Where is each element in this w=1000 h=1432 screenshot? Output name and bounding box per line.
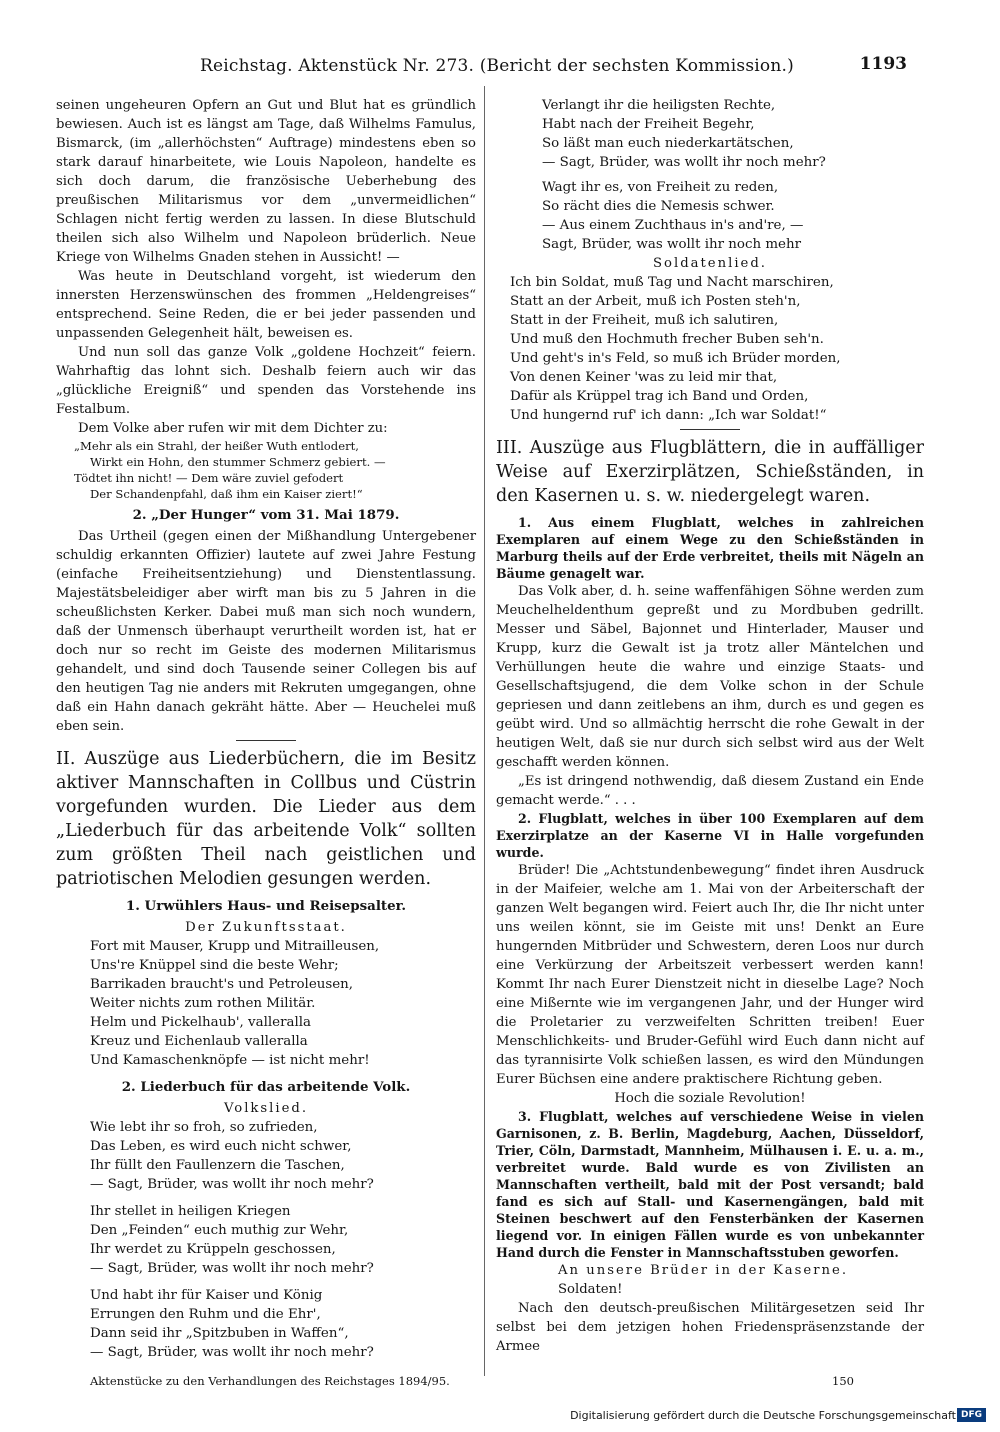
poem-line: — Aus einem Zuchthaus in's and're, — [542, 218, 804, 233]
quote-line: Wirkt ein Hohn, den stummer Schmerz gebiert. — [90, 455, 386, 469]
poem-line: Den „Feinden“ euch muthig zur Wehr, [90, 1223, 349, 1238]
paragraph-3: Und nun soll das ganze Volk „goldene Hochzeit“ feiern. Wahrhaftig das lohnt sich. Deshalb feiern auch wir das „glückliche Ereigniß“ und spenden das Vorstehende ins Festalbum. [56, 345, 476, 417]
flugblatt-3-salutation: An unsere Brüder in der Kaserne. [558, 1263, 849, 1278]
poem-line: Sagt, Brüder, was wollt ihr noch mehr [542, 237, 802, 252]
poem-line: Dann seid ihr „Spitzbuben in Waffen“, [90, 1326, 349, 1341]
page-number: 1193 [859, 54, 907, 74]
poem-title-soldatenlied: Soldatenlied. [653, 256, 767, 271]
separator [680, 429, 740, 430]
flugblatt-2-text: Brüder! Die „Achtstundenbewegung“ findet ihren Ausdruck in der Maifeier, welche am 1. Mai von der Arbeiterschaft der ganzen Welt begangen wird. Feiert auch Ihr, die Ihr nicht unter uns weilen könnt, sie im Geiste mit uns! Denkt an Eure hungernden Mitbrüder und Schwestern, deren Loos nur durch eine Verkürzung der Arbeitszeit verbessert werden kann! Kommt Ihr nach Eurer Dienstzeit nicht in dieselbe Lage? Noch eine Mißernte wie im vergangenen Jahr, und der Hunger wird die Proletarier zu verzweifelten Schritten treiben! Euer Menschlichkeits- und Bruder-Gefühl wird Euch dann nicht auf das tyrannisirte Volk schießen lassen, es wird den Mündungen Eurer Büchsen eine andere praktischere Richtung geben. [496, 863, 924, 1087]
verse-quote [74, 438, 476, 502]
poem-line: Und hungernd ruf' ich dann: „Ich war Soldat!“ [510, 408, 827, 423]
poem-volkslied-continued [542, 96, 924, 254]
poem-soldatenlied [510, 273, 924, 425]
poem-line: Und Kamaschenknöpfe — ist nicht mehr! [90, 1053, 370, 1068]
dfg-logo: DFG [957, 1408, 986, 1422]
poem-title-zukunftsstaat: Der Zukunftsstaat. [185, 920, 347, 935]
poem-line: Wie lebt ihr so froh, so zufrieden, [90, 1120, 318, 1135]
poem-line: — Sagt, Brüder, was wollt ihr noch mehr? [542, 155, 826, 170]
flugblatt-3-text: Nach den deutsch-preußischen Militärgesetzen seid Ihr selbst bei dem jetzigen hohen Friedenspräsenzstande der Armee [496, 1301, 924, 1354]
poem-line: Dafür als Krüppel trag ich Band und Orden, [510, 389, 809, 404]
heading-hunger: 2. „Der Hunger“ vom 31. Mai 1879. [132, 507, 400, 523]
poem-line: Von denen Keiner 'was zu leid mir that, [510, 370, 778, 385]
poem-line: So rächt dies die Nemesis schwer. [542, 199, 775, 214]
poem-line: Das Leben, es wird euch nicht schwer, [90, 1139, 352, 1154]
poem-line: Statt in der Freiheit, muß ich salutiren, [510, 313, 779, 328]
flugblatt-1-quote: „Es ist dringend nothwendig, daß diesem Zustand ein Ende gemacht werde.“ . . . [496, 774, 924, 808]
subheading-psalter: 1. Urwühlers Haus- und Reisepsalter. [125, 898, 407, 914]
poem-line: So läßt man euch niederkartätschen, [542, 136, 794, 151]
separator [236, 740, 296, 741]
poem-line: Fort mit Mauser, Krupp und Mitrailleusen, [90, 939, 380, 954]
right-column [496, 96, 924, 1356]
paragraph-4: Dem Volke aber rufen wir mit dem Dichter zu: [78, 421, 388, 436]
flugblatt-2-heading: 2. Flugblatt, welches in über 100 Exemplaren auf dem Exerzirplatze an der Kaserne VI in Halle vorgefunden wurde. [496, 811, 924, 860]
section-heading-ii: II. Auszüge aus Liederbüchern, die im Besitz aktiver Mannschaften in Collbus und Cüstrin vorgefunden wurden. Die Lieder aus dem „Liederbuch für das arbeitende Volk“ sollten zum größten Theil nach geistlichen und patriotischen Melodien gesungen werden. [56, 749, 476, 889]
poem-line: Helm und Pickelhaub', valleralla [90, 1015, 311, 1030]
section-heading-iii: III. Auszüge aus Flugblättern, die in auffälliger Weise auf Exerzirplätzen, Schießständen, in den Kasernen u. s. w. niedergelegt waren. [496, 438, 924, 506]
digitization-text: Digitalisierung gefördert durch die Deutsche Forschungsgemeinschaft [570, 1409, 956, 1422]
poem-line: Wagt ihr es, von Freiheit zu reden, [542, 180, 779, 195]
column-divider [484, 86, 485, 1376]
poem-line: Ich bin Soldat, muß Tag und Nacht marschiren, [510, 275, 834, 290]
poem-line: Uns're Knüppel sind die beste Wehr; [90, 958, 339, 973]
poem-line: Habt nach der Freiheit Begehr, [542, 117, 755, 132]
footer-sheet-number: 150 [832, 1374, 854, 1388]
poem-line: Ihr werdet zu Krüppeln geschossen, [90, 1242, 336, 1257]
poem-line: Statt an der Arbeit, muß ich Posten steh'n, [510, 294, 801, 309]
poem-line: — Sagt, Brüder, was wollt ihr noch mehr? [90, 1345, 374, 1360]
flugblatt-3-address: Soldaten! [558, 1282, 623, 1297]
poem-line: Errungen den Ruhm und die Ehr', [90, 1307, 321, 1322]
poem-line: — Sagt, Brüder, was wollt ihr noch mehr? [90, 1261, 374, 1276]
page-header [150, 52, 915, 80]
poem-line: Ihr stellet in heiligen Kriegen [90, 1204, 291, 1219]
quote-line: „Mehr als ein Strahl, der heißer Wuth entlodert, [74, 439, 359, 453]
paragraph-5: Das Urtheil (gegen einen der Mißhandlung Untergebener schuldig erkannten Offizier) lautete auf zwei Jahre Festung (einfache Freiheitsentziehung) und Dienstentlassung. Majestätsbeleidiger aber wirft man bis zu 5 Jahren in die scheußlichsten Kerker. Dabei muß man sich noch wundern, daß der Unmensch überhaupt verurtheilt worden ist, hat er doch nur so recht im Geiste des modernen Militarismus gehandelt, und sind doch Tausende seiner Collegen bis auf den heutigen Tag nie anders mit Rekruten umgegangen, ohne daß ein Hahn danach gekräht hätte. Aber — Heuchelei muß eben sein. [56, 529, 476, 734]
poem-line: Verlangt ihr die heiligsten Rechte, [542, 98, 776, 113]
flugblatt-2-closing: Hoch die soziale Revolution! [614, 1091, 806, 1106]
digitization-banner [570, 1406, 986, 1426]
quote-line: Tödtet ihn nicht! — Dem wäre zuviel gefodert [74, 471, 344, 485]
flugblatt-1-text: Das Volk aber, d. h. seine waffenfähigen Söhne werden zum Meuchelheldenthum gepreßt und zu Mordbuben gedrillt. Messer und Säbel, Bajonnet und Hinterlader, Mauser und Krupp, kurz die Gewalt ist ja trotz aller Mäntelchen und Verhüllungen heute die wahre und einzige Staats- und Gesellschaftsjugend, die dem Volke schon in der Schule gepriesen und dann zeitlebens an ihm, durch es und gegen es geübt wird. Und so allmächtig herrscht die rohe Gewalt in der heutigen Welt, daß sie nur durch sich selbst wird aus der Welt geschafft werden können. [496, 584, 924, 770]
poem-volkslied [90, 1118, 476, 1362]
quote-line: Der Schandenpfahl, daß ihm ein Kaiser ziert!“ [90, 487, 363, 501]
poem-line: Kreuz und Eichenlaub valleralla [90, 1034, 308, 1049]
poem-line: Und habt ihr für Kaiser und König [90, 1288, 323, 1303]
poem-zukunftsstaat [90, 937, 476, 1070]
paragraph-2: Was heute in Deutschland vorgeht, ist wiederum den innersten Herzenswünschen des frommen „Heldengreises“ entsprechend. Seine Reden, die er bei jeder passenden und unpassenden Gelegenheit hält, beweisen es. [56, 269, 476, 341]
poem-line: Und geht's in's Feld, so muß ich Brüder morden, [510, 351, 841, 366]
subheading-liederbuch: 2. Liederbuch für das arbeitende Volk. [121, 1079, 411, 1095]
poem-line: Ihr füllt den Faullenzern die Taschen, [90, 1158, 345, 1173]
poem-title-volkslied: Volkslied. [223, 1101, 309, 1116]
poem-line: Barrikaden braucht's und Petroleusen, [90, 977, 354, 992]
poem-line: Und muß den Hochmuth frecher Buben seh'n. [510, 332, 824, 347]
poem-line: — Sagt, Brüder, was wollt ihr noch mehr? [90, 1177, 374, 1192]
running-title: Reichstag. Aktenstück Nr. 273. (Bericht der sechsten Kommission.) [200, 56, 794, 76]
flugblatt-1-heading: 1. Aus einem Flugblatt, welches in zahlreichen Exemplaren auf einem Wege zu den Schießständen in Marburg theils auf der Erde verbreitet, theils mit Nägeln an Bäume genagelt war. [496, 515, 924, 581]
flugblatt-3-heading: 3. Flugblatt, welches auf verschiedene Weise in vielen Garnisonen, z. B. Berlin, Magdeburg, Aachen, Düsseldorf, Trier, Cöln, Darmstadt, Mannheim, Mülhausen i. E. u. a. m., verbreitet wurde. Bald wurde es von Zivilisten an Mannschaften vertheilt, bald mit der Post versandt; bald fand es sich auf Stall- und Kasernengängen, bald mit Steinen beschwert auf den Fensterbänken der Kasernen liegend vor. In einigen Fällen wurde es von unbekannter Hand durch die Fenster in Mannschaftsstuben geworfen. [496, 1109, 924, 1260]
poem-line: Weiter nichts zum rothen Militär. [90, 996, 316, 1011]
paragraph-1: seinen ungeheuren Opfern an Gut und Blut hat es gründlich bewiesen. Auch ist es längst am Tage, daß Wilhelms Famulus, Bismarck, (im „allerhöchsten“ Auftrage) mindestens eben so stark darauf hinarbeitete, wie Louis Napoleon, handelte es sich doch darum, die französische Ueberhebung des preußischen Militarismus vor dem „unvermeidlichen“ Schlagen nicht fertig werden zu lassen. In diese Blutschuld theilen sich also Wilhelm und Napoleon brüderlich. Neue Kriege von Wilhelms Gnaden stehen in Aussicht! — [56, 98, 476, 265]
footer-source: Aktenstücke zu den Verhandlungen des Reichstages 1894/95. [90, 1374, 450, 1388]
left-column [56, 96, 476, 1362]
